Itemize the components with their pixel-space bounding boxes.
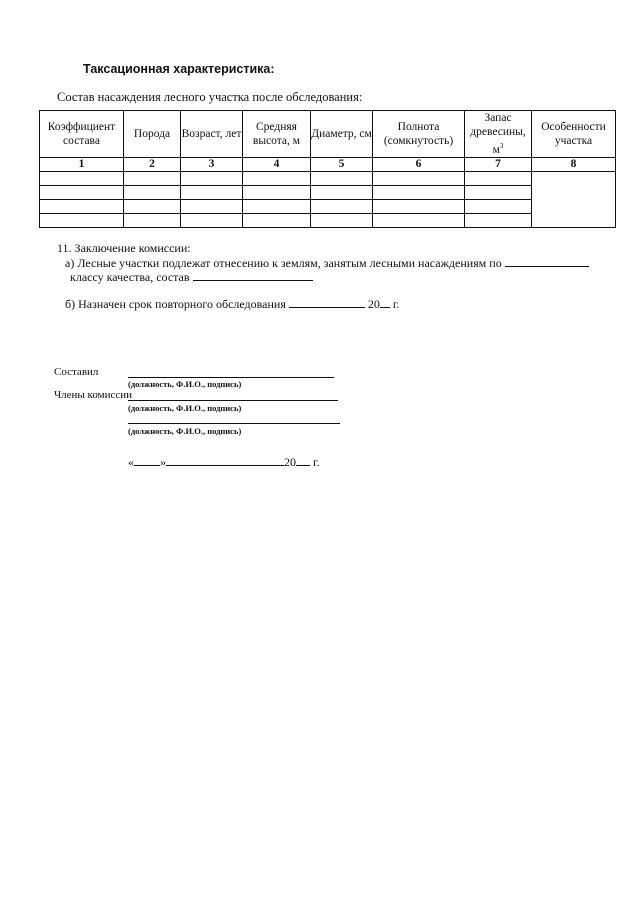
- table-cell[interactable]: [311, 213, 373, 227]
- table-cell[interactable]: [181, 213, 243, 227]
- table-cell[interactable]: [465, 213, 532, 227]
- date-close-quote: »: [160, 455, 166, 469]
- column-number: 6: [373, 157, 465, 171]
- table-cell[interactable]: [373, 185, 465, 199]
- table-cell[interactable]: [243, 199, 311, 213]
- table-cell[interactable]: [311, 199, 373, 213]
- date-year-field[interactable]: [296, 455, 310, 466]
- header-volume-text: Запас древесины, м: [470, 112, 526, 156]
- table-row: [40, 213, 616, 227]
- header-height: Средняя высота, м: [243, 111, 311, 158]
- table-cell[interactable]: [181, 185, 243, 199]
- date-year-suffix: г.: [313, 455, 320, 469]
- table-cell[interactable]: [243, 171, 311, 185]
- taxation-table: [39, 110, 616, 228]
- date-day-field[interactable]: [134, 455, 160, 466]
- column-number: 7: [465, 157, 532, 171]
- header-diameter: Диаметр, см: [311, 111, 373, 158]
- date-line: [128, 455, 320, 470]
- date-month-field[interactable]: [166, 455, 284, 466]
- table-cell[interactable]: [465, 199, 532, 213]
- table-cell[interactable]: [40, 213, 124, 227]
- compiled-by-label: Составил: [54, 366, 99, 378]
- header-species: Порода: [124, 111, 181, 158]
- table-cell[interactable]: [373, 199, 465, 213]
- column-number: 3: [181, 157, 243, 171]
- table-row: [40, 199, 616, 213]
- reinspection-date-field[interactable]: [289, 297, 365, 308]
- column-number: 8: [532, 157, 616, 171]
- conclusion-item-a: [65, 256, 589, 271]
- member-2-signature-line[interactable]: [128, 423, 340, 424]
- table-cell[interactable]: [124, 213, 181, 227]
- reinspection-year-prefix: 20: [367, 297, 380, 311]
- reinspection-label: б) Назначен срок повторного обследования: [65, 297, 286, 311]
- conclusion-item-a-text: а) Лесные участки подлежат отнесению к землям, занятым лесными насаждениям по: [65, 256, 502, 270]
- conclusion-item-b: [65, 297, 399, 312]
- header-volume: [465, 111, 532, 158]
- compiled-by-signature-line[interactable]: [128, 377, 334, 378]
- table-row: [40, 185, 616, 199]
- table-cell[interactable]: [124, 171, 181, 185]
- date-year-prefix: 20: [284, 455, 296, 469]
- table-cell[interactable]: [465, 171, 532, 185]
- header-age: Возраст, лет: [181, 111, 243, 158]
- signature-caption: (должность, Ф.И.О., подпись): [128, 403, 242, 413]
- signature-caption: (должность, Ф.И.О., подпись): [128, 379, 242, 389]
- header-features: Особенности участка: [532, 111, 616, 158]
- section-title: Таксационная характеристика:: [83, 62, 275, 76]
- reinspection-year-field[interactable]: [380, 297, 390, 308]
- commission-members-label: Члены комиссии: [54, 389, 133, 401]
- table-cell[interactable]: [181, 171, 243, 185]
- composition-field[interactable]: [193, 270, 313, 281]
- quality-class-field[interactable]: [505, 256, 589, 267]
- table-cell[interactable]: [40, 171, 124, 185]
- header-coefficient: Коэффициент состава: [40, 111, 124, 158]
- table-cell[interactable]: [373, 213, 465, 227]
- volume-unit-exponent: 3: [499, 142, 504, 150]
- column-number: 2: [124, 157, 181, 171]
- signature-caption: (должность, Ф.И.О., подпись): [128, 426, 242, 436]
- table-number-row: [40, 157, 616, 171]
- table-cell[interactable]: [40, 199, 124, 213]
- table-cell[interactable]: [243, 185, 311, 199]
- composition-label: классу качества, состав: [70, 270, 190, 284]
- table-cell[interactable]: [465, 185, 532, 199]
- table-cell[interactable]: [311, 171, 373, 185]
- table-cell[interactable]: [243, 213, 311, 227]
- column-number: 1: [40, 157, 124, 171]
- table-cell[interactable]: [373, 171, 465, 185]
- table-subtitle: Состав насаждения лесного участка после обследования:: [57, 90, 363, 104]
- table-cell[interactable]: [40, 185, 124, 199]
- table-cell[interactable]: [311, 185, 373, 199]
- conclusion-item-a-cont: [70, 270, 313, 285]
- member-1-signature-line[interactable]: [128, 400, 338, 401]
- reinspection-year-suffix: г.: [392, 297, 400, 311]
- column-number: 5: [311, 157, 373, 171]
- date-open-quote: «: [128, 455, 134, 469]
- table-cell[interactable]: [124, 199, 181, 213]
- conclusion-heading: 11. Заключение комиссии:: [57, 241, 191, 255]
- column-number: 4: [243, 157, 311, 171]
- features-cell[interactable]: [532, 171, 616, 227]
- table-cell[interactable]: [181, 199, 243, 213]
- table-header-row: [40, 111, 616, 158]
- header-density: Полнота (сомкнутость): [373, 111, 465, 158]
- table-row: [40, 171, 616, 185]
- table-cell[interactable]: [124, 185, 181, 199]
